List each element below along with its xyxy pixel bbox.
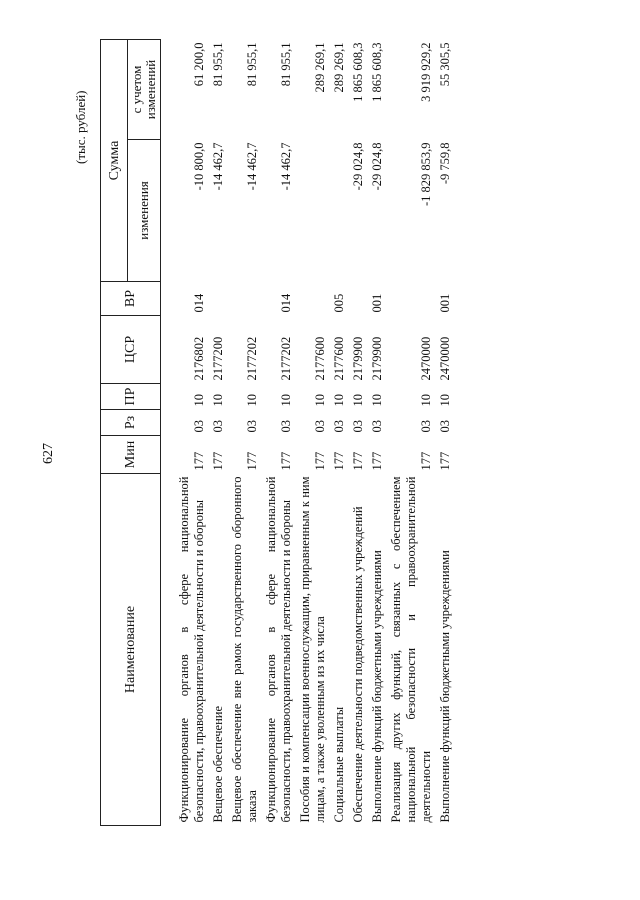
row-min: 177 — [370, 451, 384, 471]
table-row — [262, 40, 296, 826]
row-pr: 10 — [211, 394, 225, 407]
row-rz: 03 — [332, 420, 346, 433]
row-pr: 10 — [419, 394, 433, 407]
units-label: (тыс. рублей) — [73, 90, 88, 164]
header-pr: ПР — [101, 384, 161, 410]
row-rz: 03 — [279, 420, 293, 433]
row-vr: 005 — [332, 293, 346, 313]
row-vr — [209, 282, 228, 316]
row-vr: 001 — [438, 293, 452, 313]
table-row — [228, 40, 262, 826]
row-min: 177 — [313, 451, 327, 471]
header-summa: Сумма — [101, 40, 128, 282]
table-row — [330, 40, 349, 826]
row-change: -14 462,7 — [211, 142, 225, 191]
table-row — [161, 40, 210, 826]
row-rz: 03 — [245, 420, 259, 433]
table-row — [209, 40, 228, 826]
budget-table — [100, 39, 455, 826]
row-csr: 2176802 — [192, 336, 206, 381]
row-rz: 03 — [438, 420, 452, 433]
table-body — [161, 40, 456, 826]
row-change: -9 759,8 — [438, 142, 452, 185]
table-row — [296, 40, 330, 826]
row-csr: 2470000 — [419, 336, 433, 381]
row-min: 177 — [419, 451, 433, 471]
row-pr: 10 — [192, 394, 206, 407]
table-row — [368, 40, 387, 826]
row-name: Реализация других функций, связанных с обеспечением национальной безопасности и правоохранительной деятельности — [389, 476, 433, 823]
row-with-change: 289 269,1 — [332, 42, 346, 93]
row-rz: 03 — [192, 420, 206, 433]
row-pr: 10 — [313, 394, 327, 407]
row-pr: 10 — [279, 394, 293, 407]
row-csr: 2177600 — [332, 336, 346, 381]
table-row — [349, 40, 368, 826]
row-change — [330, 140, 349, 282]
row-vr — [349, 282, 368, 316]
row-min: 177 — [351, 451, 365, 471]
row-pr: 10 — [438, 394, 452, 407]
row-change — [296, 140, 330, 282]
row-name: Пособия и компенсации военнослужащим, приравненным к ним лицам, а также уволенным из их числа — [298, 476, 327, 823]
row-name: Функционирование органов в сфере национальной безопасности, правоохранительной деятельности и обороны — [264, 476, 293, 823]
row-change: -29 024,8 — [351, 142, 365, 191]
row-name: Обеспечение деятельности подведомственных учреждений — [351, 506, 365, 823]
header-change: изменения — [128, 140, 161, 282]
row-with-change: 3 919 929,2 — [419, 42, 433, 102]
table-row — [387, 40, 436, 826]
row-pr: 10 — [370, 394, 384, 407]
row-csr: 2177202 — [279, 336, 293, 381]
row-change: -29 024,8 — [370, 142, 384, 191]
row-change: -14 462,7 — [279, 142, 293, 191]
row-min: 177 — [211, 451, 225, 471]
header-vr: ВР — [101, 282, 161, 316]
row-csr: 2470000 — [438, 336, 452, 381]
row-change: -10 800,0 — [192, 142, 206, 191]
header-min: Мин — [101, 436, 161, 474]
row-name: Вещевое обеспечение вне рамок государственного оборонного заказа — [230, 476, 259, 823]
row-vr: 014 — [279, 293, 293, 313]
row-name: Выполнение функций бюджетными учреждениями — [438, 550, 452, 823]
header-csr: ЦСР — [101, 316, 161, 384]
header-with-change: с учетом изменений — [128, 40, 161, 140]
header-name: Наименование — [101, 474, 161, 826]
row-min: 177 — [438, 451, 452, 471]
row-with-change: 81 955,1 — [245, 42, 259, 87]
row-min: 177 — [332, 451, 346, 471]
row-with-change: 289 269,1 — [313, 42, 327, 93]
row-with-change: 81 955,1 — [211, 42, 225, 87]
row-name: Вещевое обеспечение — [211, 706, 225, 823]
row-with-change: 55 305,5 — [438, 42, 452, 87]
row-with-change: 1 865 608,3 — [370, 42, 384, 102]
header-rz: Рз — [101, 410, 161, 436]
row-csr: 2179900 — [370, 336, 384, 381]
row-vr — [296, 282, 330, 316]
row-vr — [228, 282, 262, 316]
row-csr: 2177200 — [211, 336, 225, 381]
row-csr: 2177600 — [313, 336, 327, 381]
row-pr: 10 — [351, 394, 365, 407]
row-vr — [387, 282, 436, 316]
row-vr: 001 — [370, 293, 384, 313]
row-change: -1 829 853,9 — [419, 142, 433, 207]
row-min: 177 — [245, 451, 259, 471]
row-csr: 2177202 — [245, 336, 259, 381]
table-row — [436, 40, 455, 826]
row-csr: 2179900 — [351, 336, 365, 381]
row-with-change: 1 865 608,3 — [351, 42, 365, 102]
row-rz: 03 — [370, 420, 384, 433]
row-name: Социальные выплаты — [332, 706, 346, 823]
row-min: 177 — [279, 451, 293, 471]
row-min: 177 — [192, 451, 206, 471]
page-number: 627 — [41, 443, 56, 464]
row-vr: 014 — [192, 293, 206, 313]
row-change: -14 462,7 — [245, 142, 259, 191]
row-pr: 10 — [332, 394, 346, 407]
row-name: Функционирование органов в сфере национальной безопасности, правоохранительной деятельности и обороны — [177, 476, 206, 823]
row-rz: 03 — [211, 420, 225, 433]
row-rz: 03 — [313, 420, 327, 433]
row-pr: 10 — [245, 394, 259, 407]
row-with-change: 81 955,1 — [279, 42, 293, 87]
row-rz: 03 — [419, 420, 433, 433]
row-with-change: 61 200,0 — [192, 42, 206, 87]
row-name: Выполнение функций бюджетными учреждениями — [370, 550, 384, 823]
row-rz: 03 — [351, 420, 365, 433]
